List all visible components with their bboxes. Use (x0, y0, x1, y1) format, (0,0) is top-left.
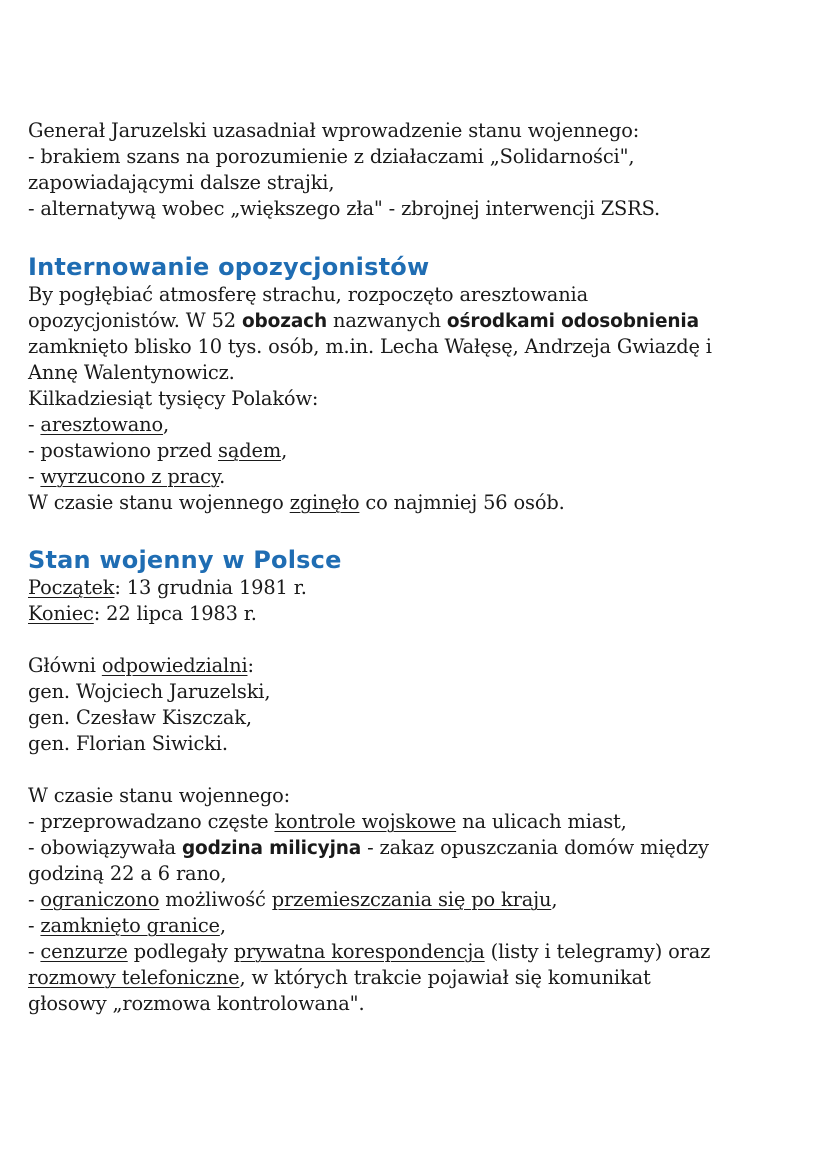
underlined-term: Początek (28, 576, 115, 599)
intro-line: zapowiadającymi dalsze strajki, (28, 171, 335, 194)
start-date: Początek: 13 grudnia 1981 r. (28, 576, 307, 599)
list-item: - cenzurze podlegały prywatna korespondencja (listy i telegramy) oraz (28, 940, 711, 963)
section-heading: Stan wojenny w Polsce (28, 546, 342, 574)
underlined-term: cenzurze (40, 940, 128, 963)
text-line: godziną 22 a 6 rano, (28, 862, 227, 885)
intro-section (28, 118, 818, 222)
list-item: - zamknięto granice, (28, 914, 226, 937)
underlined-term: prywatna korespondencja (233, 940, 485, 963)
general-name: gen. Florian Siwicki. (28, 732, 228, 755)
underlined-term: Koniec (28, 602, 94, 625)
general-name: gen. Wojciech Jaruzelski, (28, 680, 271, 703)
underlined-term: rozmowy telefoniczne (28, 966, 240, 989)
text-line: Kilkadziesiąt tysięcy Polaków: (28, 387, 319, 410)
underlined-term: wyrzucono z pracy (40, 465, 220, 488)
bold-term: obozach (242, 311, 328, 332)
intro-line: Generał Jaruzelski uzasadniał wprowadzenie stanu wojennego: (28, 119, 640, 142)
general-name: gen. Czesław Kiszczak, (28, 706, 252, 729)
internowanie-section (28, 252, 818, 516)
list-item: - wyrzucono z pracy. (28, 465, 226, 488)
text-line: Annę Walentynowicz. (28, 361, 235, 384)
list-item: - postawiono przed sądem, (28, 439, 288, 462)
text-line: W czasie stanu wojennego: (28, 784, 291, 807)
text-line: głosowy „rozmowa kontrolowana". (28, 992, 365, 1015)
list-item: - aresztowano, (28, 413, 170, 436)
list-item: - obowiązywała godzina milicyjna - zakaz opuszczania domów między (28, 836, 709, 859)
intro-line: - brakiem szans na porozumienie z działaczami „Solidarności", (28, 145, 635, 168)
text-line: W czasie stanu wojennego zginęło co najmniej 56 osób. (28, 491, 565, 514)
intro-line: - alternatywą wobec „większego zła" - zbrojnej interwencji ZSRS. (28, 197, 661, 220)
text-line: rozmowy telefoniczne, w których trakcie pojawiał się komunikat (28, 966, 651, 989)
underlined-term: sądem (218, 439, 282, 462)
underlined-term: aresztowano (40, 413, 164, 436)
bold-term: ośrodkami odosobnienia (446, 311, 699, 332)
bold-term: godzina milicyjna (181, 838, 362, 859)
underlined-term: zginęło (289, 491, 360, 514)
underlined-term: odpowiedzialni (101, 654, 248, 677)
stan-wojenny-section (28, 545, 818, 1017)
underlined-term: kontrole wojskowe (274, 810, 457, 833)
text-line: Główni odpowiedzialni: (28, 654, 254, 677)
list-item: - przeprowadzano częste kontrole wojskowe na ulicach miast, (28, 810, 627, 833)
underlined-term: przemieszczania się po kraju (271, 888, 552, 911)
underlined-term: ograniczono (40, 888, 160, 911)
text-line: zamknięto blisko 10 tys. osób, m.in. Lecha Wałęsę, Andrzeja Gwiazdę i (28, 335, 712, 358)
end-date: Koniec: 22 lipca 1983 r. (28, 602, 257, 625)
underlined-term: zamknięto granice (40, 914, 220, 937)
section-heading: Internowanie opozycjonistów (28, 253, 430, 281)
text-line: By pogłębiać atmosferę strachu, rozpoczęto aresztowania (28, 283, 589, 306)
text-line: opozycjonistów. W 52 obozach nazwanych ośrodkami odosobnienia (28, 309, 699, 332)
list-item: - ograniczono możliwość przemieszczania się po kraju, (28, 888, 558, 911)
